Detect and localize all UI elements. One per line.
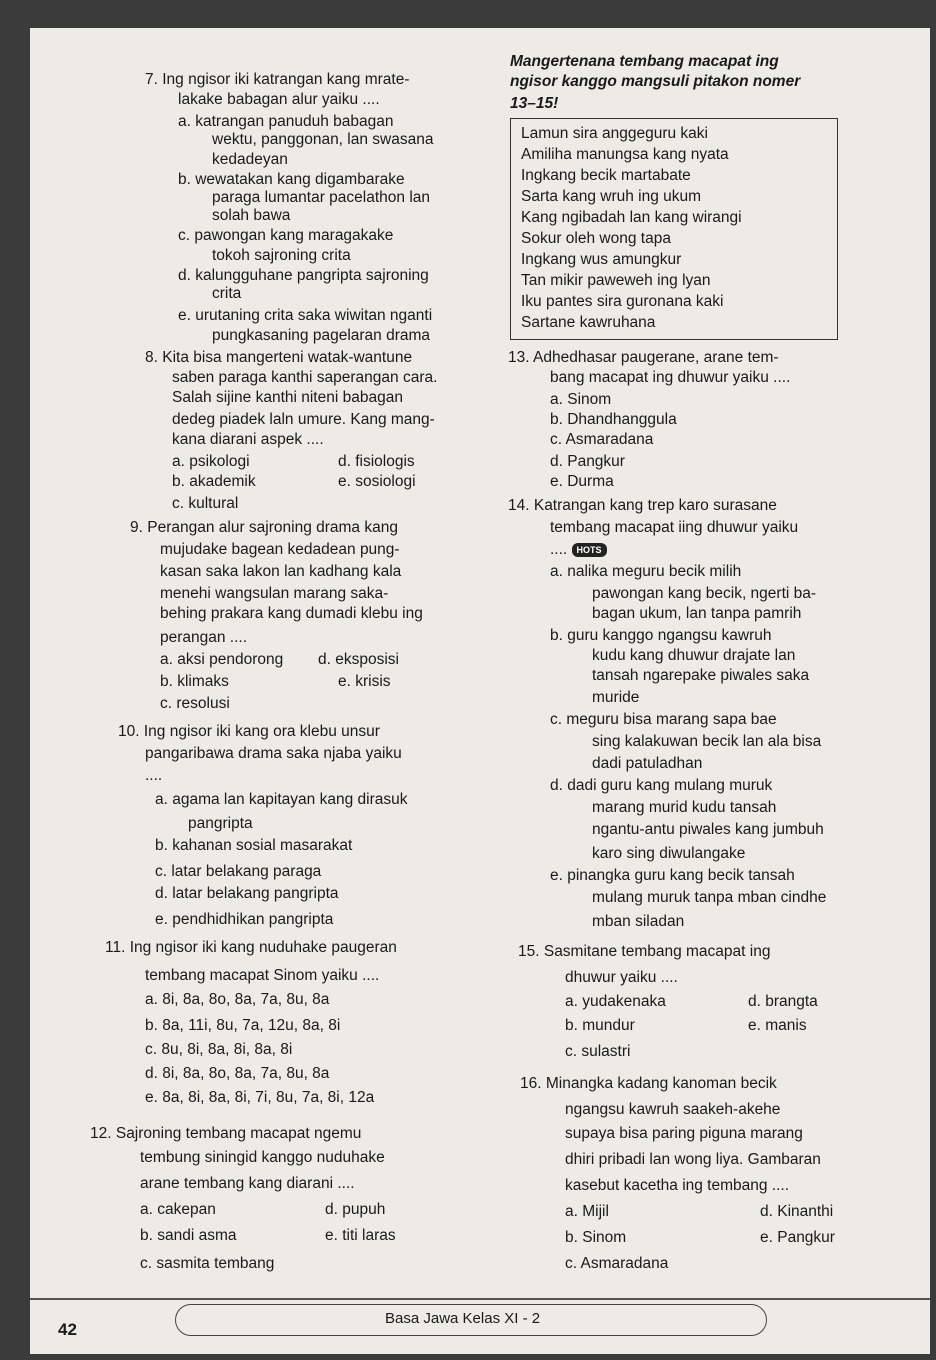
text-line: mban siladan: [592, 913, 685, 930]
text-line: b. Dhandhanggula: [550, 411, 677, 428]
text-line: dhiri pribadi lan wong liya. Gambaran: [565, 1151, 821, 1168]
text-line: Salah sijine kanthi niteni babagan: [172, 389, 403, 406]
text-line: c. meguru bisa marang sapa bae: [550, 711, 777, 728]
text-line: saben paraga kanthi saperangan cara.: [172, 369, 438, 386]
section-instruction-line: 13–15!: [510, 95, 559, 112]
text-line: dhuwur yaiku ....: [565, 969, 678, 986]
text-line: arane tembang kang diarani ....: [140, 1175, 355, 1192]
text-line: 14. Katrangan kang trep karo surasane: [508, 497, 777, 514]
text-line: d. eksposisi: [318, 651, 399, 668]
poem-line: Lamun sira anggeguru kaki: [521, 125, 708, 142]
text-line: 15. Sasmitane tembang macapat ing: [518, 943, 771, 960]
text-line: e. titi laras: [325, 1227, 396, 1244]
page-number: 42: [58, 1320, 77, 1339]
text-line: a. katrangan panuduh babagan: [178, 113, 394, 130]
poem-line: Tan mikir paweweh ing lyan: [521, 272, 711, 289]
text-line: e. krisis: [338, 673, 391, 690]
text-line: a. yudakenaka: [565, 993, 666, 1010]
text-line: behing prakara kang dumadi klebu ing: [160, 605, 423, 622]
text-line: ....: [145, 767, 163, 784]
text-line: menehi wangsulan marang saka-: [160, 585, 389, 602]
text-line: 7. Ing ngisor iki katrangan kang mrate-: [145, 71, 410, 88]
text-line: tembung siningid kanggo nuduhake: [140, 1149, 385, 1166]
text-line: e. urutaning crita saka wiwitan nganti: [178, 307, 433, 324]
poem-line: Amiliha manungsa kang nyata: [521, 146, 729, 163]
text-line: d. latar belakang pangripta: [155, 885, 339, 902]
text-line: dedeg piadek laln umure. Kang mang-: [172, 411, 435, 428]
text-line: b. 8a, 11i, 8u, 7a, 12u, 8a, 8i: [145, 1017, 341, 1034]
text-line: tembang macapat iing dhuwur yaiku: [550, 519, 799, 536]
text-line: 16. Minangka kadang kanoman becik: [520, 1075, 777, 1092]
text-line: a. Mijil: [565, 1203, 609, 1220]
text-line: b. wewatakan kang digambarake: [178, 171, 405, 188]
text-line: d. Pangkur: [550, 453, 625, 470]
text-line: a. cakepan: [140, 1201, 216, 1218]
poem-line: Ingkang wus amungkur: [521, 251, 682, 268]
text-line: a. aksi pendorong: [160, 651, 284, 668]
text-line: kasebut kacetha ing tembang ....: [565, 1177, 790, 1194]
text-line: b. klimaks: [160, 673, 229, 690]
poem-line: Sokur oleh wong tapa: [521, 230, 671, 247]
hots-dots: ....: [550, 541, 568, 558]
text-line: c. 8u, 8i, 8a, 8i, 8a, 8i: [145, 1041, 293, 1058]
poem-line: Kang ngibadah lan kang wirangi: [521, 209, 742, 226]
text-line: tansah ngarepake piwales saka: [592, 667, 810, 684]
text-line: pawongan kang becik, ngerti ba-: [592, 585, 817, 602]
text-line: c. resolusi: [160, 695, 230, 712]
text-line: karo sing diwulangake: [592, 845, 746, 862]
text-line: bang macapat ing dhuwur yaiku ....: [550, 369, 791, 386]
text-line: paraga lumantar pacelathon lan: [212, 189, 431, 206]
text-line: kudu kang dhuwur drajate lan: [592, 647, 796, 664]
text-line: pangripta: [188, 815, 253, 832]
text-line: lakake babagan alur yaiku ....: [178, 91, 380, 108]
text-line: b. Sinom: [565, 1229, 627, 1246]
text-line: b. akademik: [172, 473, 256, 490]
text-line: tembang macapat Sinom yaiku ....: [145, 967, 380, 984]
footer-title: Basa Jawa Kelas XI - 2: [385, 1310, 541, 1327]
section-instruction-line: Mangertenana tembang macapat ing: [510, 53, 779, 70]
text-line: a. Sinom: [550, 391, 612, 408]
text-line: marang murid kudu tansah: [592, 799, 777, 816]
text-line: d. Kinanthi: [760, 1203, 834, 1220]
text-line: a. 8i, 8a, 8o, 8a, 7a, 8u, 8a: [145, 991, 330, 1008]
text-line: e. sosiologi: [338, 473, 416, 490]
text-line: e. pendhidhikan pangripta: [155, 911, 334, 928]
text-line: e. pinangka guru kang becik tansah: [550, 867, 795, 884]
text-line: d. dadi guru kang mulang muruk: [550, 777, 773, 794]
text-line: kasan saka lakon lan kadhang kala: [160, 563, 402, 580]
text-line: pangaribawa drama saka njaba yaiku: [145, 745, 402, 762]
text-line: tokoh sajroning crita: [212, 247, 351, 264]
text-line: muride: [592, 689, 640, 706]
text-line: c. Asmaradana: [550, 431, 654, 448]
text-line: mulang muruk tanpa mban cindhe: [592, 889, 827, 906]
text-line: d. fisiologis: [338, 453, 415, 470]
text-line: d. brangta: [748, 993, 818, 1010]
text-line: pungkasaning pagelaran drama: [212, 327, 431, 344]
text-line: dadi patuladhan: [592, 755, 703, 772]
poem-line: Sartane kawruhana: [521, 314, 656, 331]
text-line: e. manis: [748, 1017, 807, 1034]
text-line: ngantu-antu piwales kang jumbuh: [592, 821, 824, 838]
poem-line: Iku pantes sira guronana kaki: [521, 293, 724, 310]
text-line: 11. Ing ngisor iki kang nuduhake paugeran: [105, 939, 397, 956]
text-line: b. mundur: [565, 1017, 635, 1034]
text-line: e. 8a, 8i, 8a, 8i, 7i, 8u, 7a, 8i, 12a: [145, 1089, 375, 1106]
footer-divider: [30, 1298, 930, 1300]
hots-line: [550, 540, 607, 560]
text-line: b. kahanan sosial masarakat: [155, 837, 353, 854]
text-line: d. 8i, 8a, 8o, 8a, 7a, 8u, 8a: [145, 1065, 330, 1082]
text-line: sing kalakuwan becik lan ala bisa: [592, 733, 822, 750]
text-line: c. pawongan kang maragakake: [178, 227, 394, 244]
poem-line: Ingkang becik martabate: [521, 167, 691, 184]
text-line: a. agama lan kapitayan kang dirasuk: [155, 791, 408, 808]
text-line: a. nalika meguru becik milih: [550, 563, 742, 580]
text-line: ngangsu kawruh saakeh-akehe: [565, 1101, 781, 1118]
text-line: solah bawa: [212, 207, 291, 224]
text-line: perangan ....: [160, 629, 248, 646]
text-line: 10. Ing ngisor iki kang ora klebu unsur: [118, 723, 380, 740]
poem-line: Sarta kang wruh ing ukum: [521, 188, 702, 205]
text-line: c. latar belakang paraga: [155, 863, 322, 880]
text-line: c. sasmita tembang: [140, 1255, 275, 1272]
section-instruction-line: ngisor kanggo mangsuli pitakon nomer: [510, 73, 801, 90]
text-line: kana diarani aspek ....: [172, 431, 324, 448]
text-line: b. guru kanggo ngangsu kawruh: [550, 627, 772, 644]
hots-badge: HOTS: [572, 543, 607, 557]
text-line: 13. Adhedhasar paugerane, arane tem-: [508, 349, 779, 366]
text-line: e. Durma: [550, 473, 614, 490]
text-line: bagan ukum, lan tanpa pamrih: [592, 605, 802, 622]
text-line: a. psikologi: [172, 453, 250, 470]
text-line: 12. Sajroning tembang macapat ngemu: [90, 1125, 362, 1142]
text-line: supaya bisa paring piguna marang: [565, 1125, 803, 1142]
text-line: d. kalungguhane pangripta sajroning: [178, 267, 429, 284]
text-line: wektu, panggonan, lan swasana: [212, 131, 434, 148]
text-line: e. Pangkur: [760, 1229, 835, 1246]
text-line: d. pupuh: [325, 1201, 386, 1218]
text-line: kedadeyan: [212, 151, 288, 168]
text-line: 9. Perangan alur sajroning drama kang: [130, 519, 398, 536]
text-line: crita: [212, 285, 242, 302]
text-line: mujudake bagean kedadean pung-: [160, 541, 400, 558]
text-line: c. Asmaradana: [565, 1255, 669, 1272]
text-line: c. sulastri: [565, 1043, 631, 1060]
text-line: 8. Kita bisa mangerteni watak-wantune: [145, 349, 413, 366]
text-line: b. sandi asma: [140, 1227, 237, 1244]
text-line: c. kultural: [172, 495, 239, 512]
